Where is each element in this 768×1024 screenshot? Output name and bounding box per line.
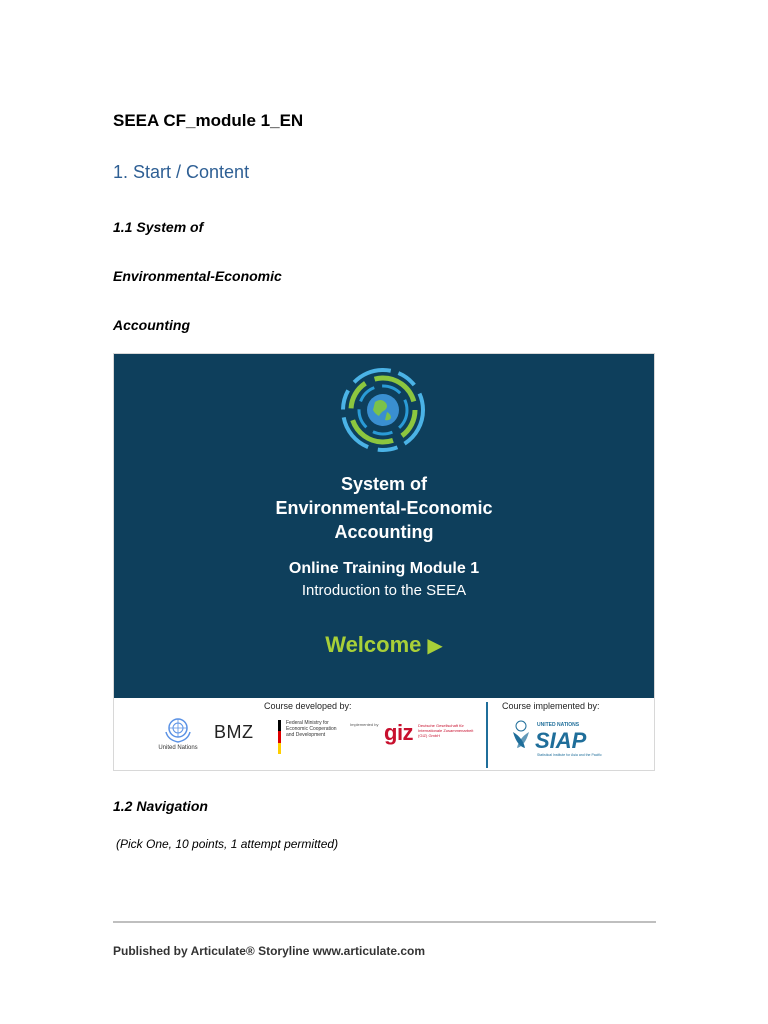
sponsor-divider (486, 702, 488, 768)
siap-text: SIAP (535, 728, 587, 753)
welcome-button[interactable] (114, 632, 654, 658)
slide-title-line2: Environmental-Economic (275, 498, 493, 518)
play-icon: ▶ (427, 635, 443, 657)
giz-subtitle: Deutsche Gesellschaft für Internationale Zusammenarbeit (GIZ) GmbH (418, 723, 474, 738)
document-title: SEEA CF_module 1_EN (113, 111, 304, 130)
footer-rule (113, 921, 656, 923)
footer-text: Published by Articulate® Storyline www.articulate.com (113, 944, 426, 958)
german-flag-icon (278, 720, 281, 754)
welcome-label: Welcome (325, 632, 422, 657)
bmz-subtitle: Federal Ministry for Economic Cooperation and Development (286, 720, 337, 738)
implemented-by-label: Course implemented by: (502, 701, 600, 711)
implemented-by-small: Implemented by (350, 722, 379, 727)
siap-logo-icon (509, 718, 609, 762)
section-heading: 1. Start / Content (113, 162, 250, 182)
slide-image (113, 353, 655, 771)
subsection-heading-line1: 1.1 System of (113, 219, 204, 235)
slide-banner (114, 354, 654, 698)
siap-un-text: UNITED NATIONS (537, 722, 580, 728)
question-meta: (Pick One, 10 points, 1 attempt permitted) (116, 837, 339, 851)
un-emblem-icon (162, 714, 194, 744)
subsection-heading-line3: Accounting (113, 317, 190, 333)
slide-intro: Introduction to the SEEA (301, 582, 467, 599)
siap-subtitle: Statistical Institute for Asia and the Pacific (537, 753, 602, 757)
slide-module: Online Training Module 1 (288, 560, 480, 577)
subsection-heading-navigation: 1.2 Navigation (113, 798, 208, 814)
un-label: United Nations (158, 745, 198, 751)
slide-title-line3: Accounting (334, 522, 434, 542)
subsection-heading-line2: Environmental-Economic (113, 268, 282, 284)
giz-logo: giz (384, 720, 414, 745)
bmz-logo: BMZ (214, 722, 254, 742)
developed-by-label: Course developed by: (264, 701, 352, 711)
sponsor-strip (114, 698, 654, 771)
slide-title-line1: System of (340, 474, 428, 494)
globe-logo-icon (339, 366, 427, 454)
